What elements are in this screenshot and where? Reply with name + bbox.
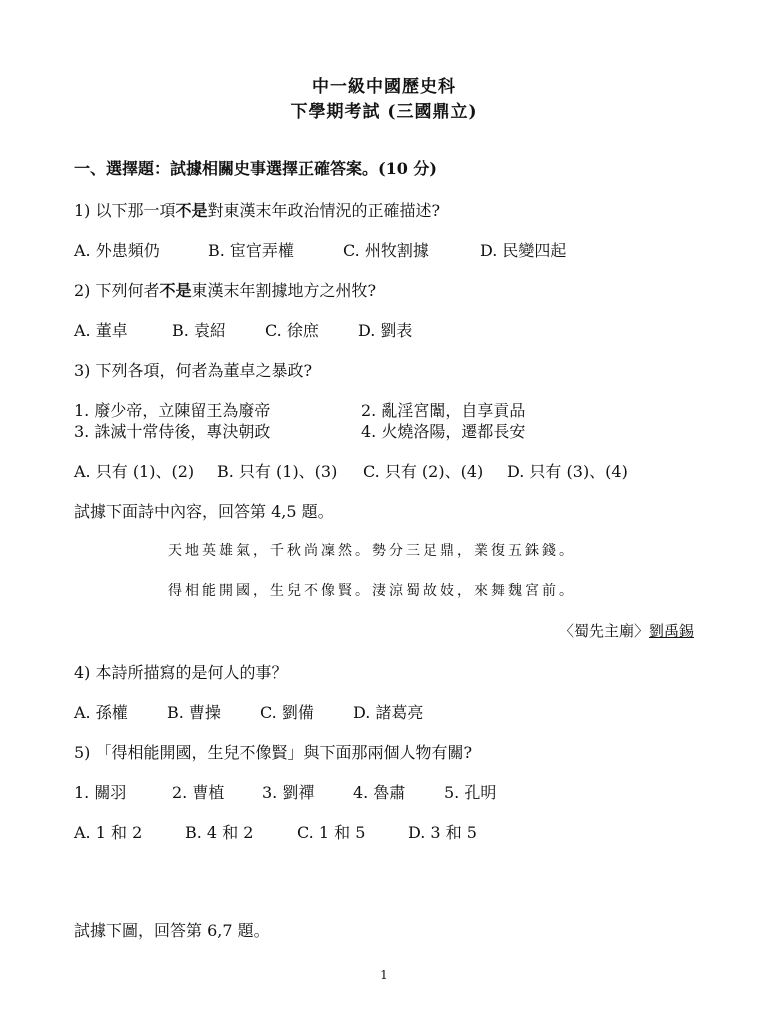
q3-option-b: B. 只有 (1)、(3): [217, 462, 338, 481]
q2-stem-prefix: 2) 下列何者: [74, 281, 160, 300]
q2-option-c: C. 徐庶: [265, 321, 319, 340]
q5-item-5: 5. 孔明: [444, 783, 497, 802]
poem-intro: 試據下面詩中內容，回答第 4,5 題。: [74, 502, 334, 521]
q5-item-2: 2. 曹植: [172, 783, 225, 802]
poem-source: [559, 620, 694, 641]
q5-option-b: B. 4 和 2: [185, 823, 254, 842]
q4-option-d: D. 諸葛亮: [353, 703, 424, 722]
figure-intro: 試據下圖，回答第 6,7 題。: [74, 921, 270, 940]
poem-line-1: 天地英雄氣，千秋尚凜然。勢分三足鼎，業復五銖錢。: [168, 543, 576, 559]
q1-option-c: C. 州牧割據: [343, 241, 429, 260]
q2-option-b: B. 袁紹: [172, 321, 226, 340]
exam-title-line1: 中一級中國歷史科: [312, 77, 456, 97]
q4-option-c: C. 劉備: [260, 703, 314, 722]
q5-option-a: A. 1 和 2: [74, 823, 143, 842]
q2-stem-suffix: 東漢末年割據地方之州牧?: [191, 281, 377, 300]
exam-title-line2: 下學期考試 (三國鼎立): [290, 102, 478, 122]
q2-stem-emphasis: 不是: [159, 281, 192, 300]
q3-item-3: 3. 誅滅十常侍後，專決朝政: [74, 422, 271, 441]
q5-option-d: D. 3 和 5: [408, 823, 477, 842]
q5-item-4: 4. 魯肅: [353, 783, 406, 802]
q1-option-b: B. 宦官弄權: [208, 241, 294, 260]
q3-option-a: A. 只有 (1)、(2): [74, 462, 195, 481]
q5-item-1: 1. 關羽: [74, 783, 127, 802]
q4-option-b: B. 曹操: [167, 703, 221, 722]
q1-stem-emphasis: 不是: [175, 201, 208, 220]
page-number: 1: [380, 968, 388, 982]
q3-option-d: D. 只有 (3)、(4): [507, 462, 628, 481]
q3-item-2: 2. 亂淫宮闈，自享貢品: [361, 401, 526, 420]
q5-stem: 5) 「得相能開國，生兒不像賢」與下面那兩個人物有關?: [74, 743, 473, 762]
q1-option-a: A. 外患頻仍: [74, 241, 160, 260]
q3-item-1: 1. 廢少帝，立陳留王為廢帝: [74, 401, 271, 420]
q3-option-c: C. 只有 (2)、(4): [363, 462, 484, 481]
q4-option-a: A. 孫權: [74, 703, 128, 722]
q1-stem-prefix: 1) 以下那一項: [74, 201, 176, 220]
q2-option-d: D. 劉表: [358, 321, 413, 340]
q4-stem: 4) 本詩所描寫的是何人的事？: [74, 663, 288, 682]
q3-stem: 3) 下列各項，何者為董卓之暴政?: [74, 361, 313, 380]
section1-heading: 一、選擇題：試據相關史事選擇正確答案。(10 分): [74, 159, 437, 178]
q2-option-a: A. 董卓: [74, 321, 128, 340]
q2-stem: [74, 278, 376, 301]
q3-item-4: 4. 火燒洛陽，遷都長安: [361, 422, 526, 441]
q5-option-c: C. 1 和 5: [297, 823, 366, 842]
poem-line-2: 得相能開國，生兒不像賢。淒涼蜀故妓，來舞魏宮前。: [168, 583, 576, 599]
q5-item-3: 3. 劉禪: [262, 783, 315, 802]
poem-source-author: 劉禹錫: [648, 622, 694, 640]
q1-stem: [74, 198, 440, 221]
q1-stem-suffix: 對東漢末年政治情況的正確描述?: [207, 201, 441, 220]
poem-source-title: 〈蜀先主廟〉: [558, 622, 649, 640]
q1-option-d: D. 民變四起: [480, 241, 567, 260]
